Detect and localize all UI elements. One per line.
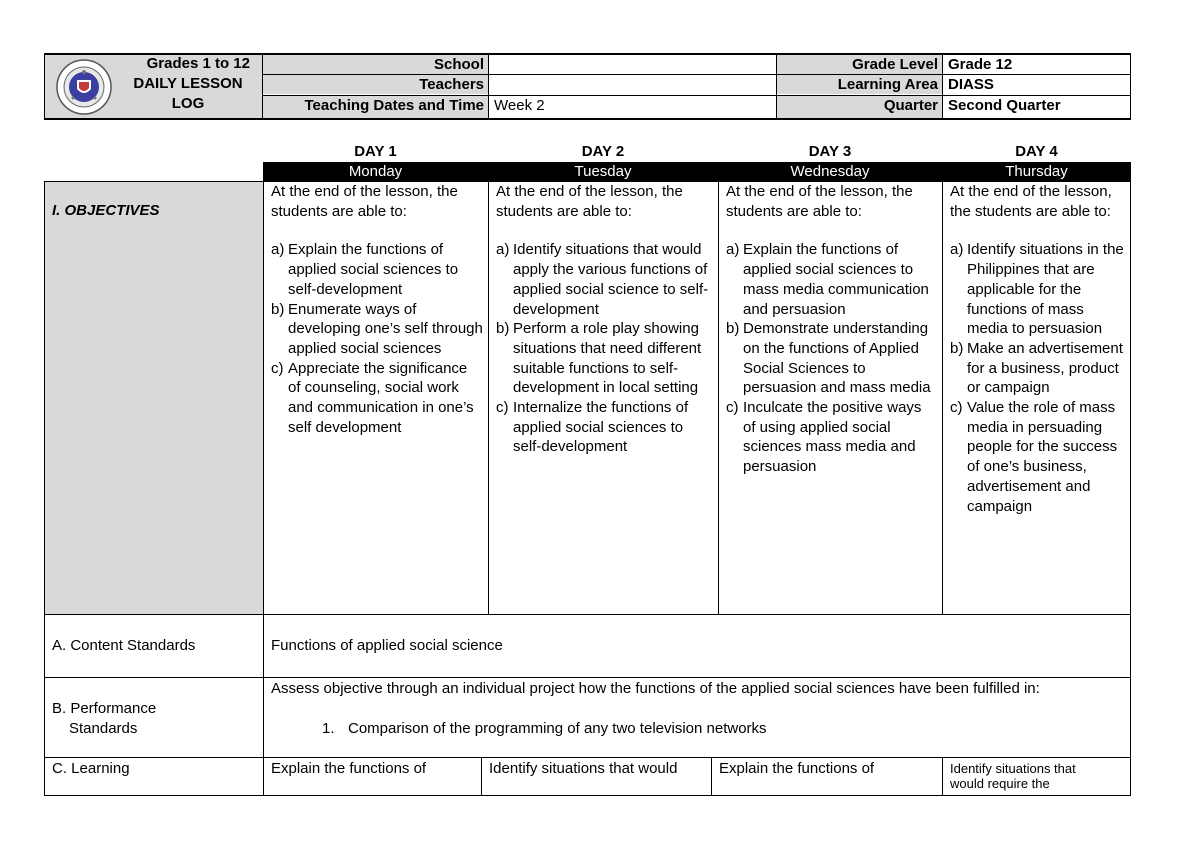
grid-line (942, 181, 943, 614)
header-divider (263, 74, 1131, 75)
learning-day1: Explain the functions of (271, 760, 427, 777)
objectives-intro: At the end of the lesson, the students are able to: (496, 183, 683, 220)
objective-item: a) Explain the functions of applied social sciences to self-development (271, 241, 459, 298)
objective-item: a) Identify situations that would apply the various functions of applied social science to self-development (496, 241, 709, 318)
learning-area-value: DIASS (948, 76, 994, 93)
grid-line (44, 677, 1131, 678)
learning-area-label: Learning Area (777, 75, 942, 94)
quarter-label: Quarter (777, 96, 942, 118)
school-label: School (263, 55, 488, 74)
performance-standards-label-1: B. Performance (52, 700, 157, 717)
grid-line (1130, 181, 1131, 796)
objectives-label-cell (45, 182, 263, 614)
learning-day4-line2: would require the (950, 776, 1050, 791)
performance-standards-item: Comparison of the programming of any two television networks (348, 720, 767, 737)
objective-item: c) Appreciate the significance of counseling, social work and communication in one’s self development (271, 359, 474, 436)
content-standards-label: A. Content Standards (52, 637, 196, 654)
objective-item: a) Identify situations in the Philippines that are applicable for the functions of mass media to persuasion (950, 241, 1124, 338)
dates-value: Week 2 (494, 97, 545, 114)
quarter-value: Second Quarter (948, 97, 1061, 114)
day3-number: DAY 3 (808, 143, 852, 160)
day3-name: Wednesday (790, 163, 870, 180)
header-divider (942, 54, 943, 120)
header-title-line3: LOG (171, 95, 205, 112)
objectives-day4 (945, 182, 1130, 516)
objective-item: c) Inculcate the positive ways of using applied social sciences mass media and persuasion (726, 399, 922, 476)
objective-item: b) Demonstrate understanding on the functions of Applied Social Sciences to persuasion and mass media (726, 320, 931, 397)
header-title-line2: DAILY LESSON (133, 75, 243, 92)
teachers-label: Teachers (263, 75, 488, 94)
objective-item: b) Make an advertisement for a business, product or campaign (950, 339, 1123, 397)
objective-item: a) Explain the functions of applied social sciences to mass media communication and persuasion (726, 241, 929, 318)
objective-item: b) Enumerate ways of developing one’s self through applied social sciences (271, 300, 483, 357)
objective-item: c) Internalize the functions of applied social sciences to self-development (496, 399, 689, 456)
day1-number: DAY 1 (354, 143, 397, 160)
day4-number: DAY 4 (1015, 143, 1058, 160)
deped-seal-icon (55, 58, 113, 116)
objectives-day2 (491, 182, 718, 457)
day4-name: Thursday (1005, 163, 1068, 180)
header-divider (263, 95, 1131, 96)
performance-standards-text: Assess objective through an individual project how the functions of the applied social sciences have been fulfilled in: (271, 680, 1040, 697)
grid-line (44, 795, 1131, 796)
objective-item: b) Perform a role play showing situations that need different suitable functions to self-development in local setting (496, 320, 702, 397)
objectives-day1 (266, 182, 488, 437)
learning-label: C. Learning (52, 760, 130, 777)
objectives-intro: At the end of the lesson, the students are able to: (726, 183, 913, 220)
grid-line (711, 757, 712, 795)
grid-line (481, 757, 482, 795)
grid-line (44, 757, 1131, 758)
grid-line (44, 614, 1131, 615)
objectives-intro: At the end of the lesson, the students are able to: (271, 183, 458, 220)
header-title-line1: Grades 1 to 12 (146, 55, 250, 72)
objectives-intro: At the end of the lesson, the students are able to: (950, 183, 1112, 220)
grid-line (488, 181, 489, 614)
performance-standards-label-2: Standards (69, 720, 138, 737)
performance-standards-item-mark: 1. (322, 720, 335, 737)
day1-name: Monday (348, 163, 403, 180)
learning-day4-line1: Identify situations that (950, 761, 1076, 776)
learning-day2: Identify situations that would (489, 760, 678, 777)
grade-level-value: Grade 12 (948, 56, 1013, 73)
day2-number: DAY 2 (581, 143, 625, 160)
dates-label: Teaching Dates and Time (263, 96, 488, 118)
grade-level-label: Grade Level (777, 55, 942, 74)
objective-item: c) Value the role of mass media in persuading people for the success of one’s business, advertisement and campaign (950, 399, 1118, 515)
objectives-day3 (721, 182, 942, 477)
content-standards-text: Functions of applied social science (271, 637, 503, 654)
learning-day3: Explain the functions of (719, 760, 875, 777)
header-divider (488, 54, 489, 120)
grid-line (263, 181, 264, 796)
grid-line (718, 181, 719, 614)
grid-line (942, 757, 943, 795)
objectives-label: I. OBJECTIVES (52, 202, 160, 219)
header-divider (776, 54, 777, 120)
day2-name: Tuesday (574, 163, 632, 180)
